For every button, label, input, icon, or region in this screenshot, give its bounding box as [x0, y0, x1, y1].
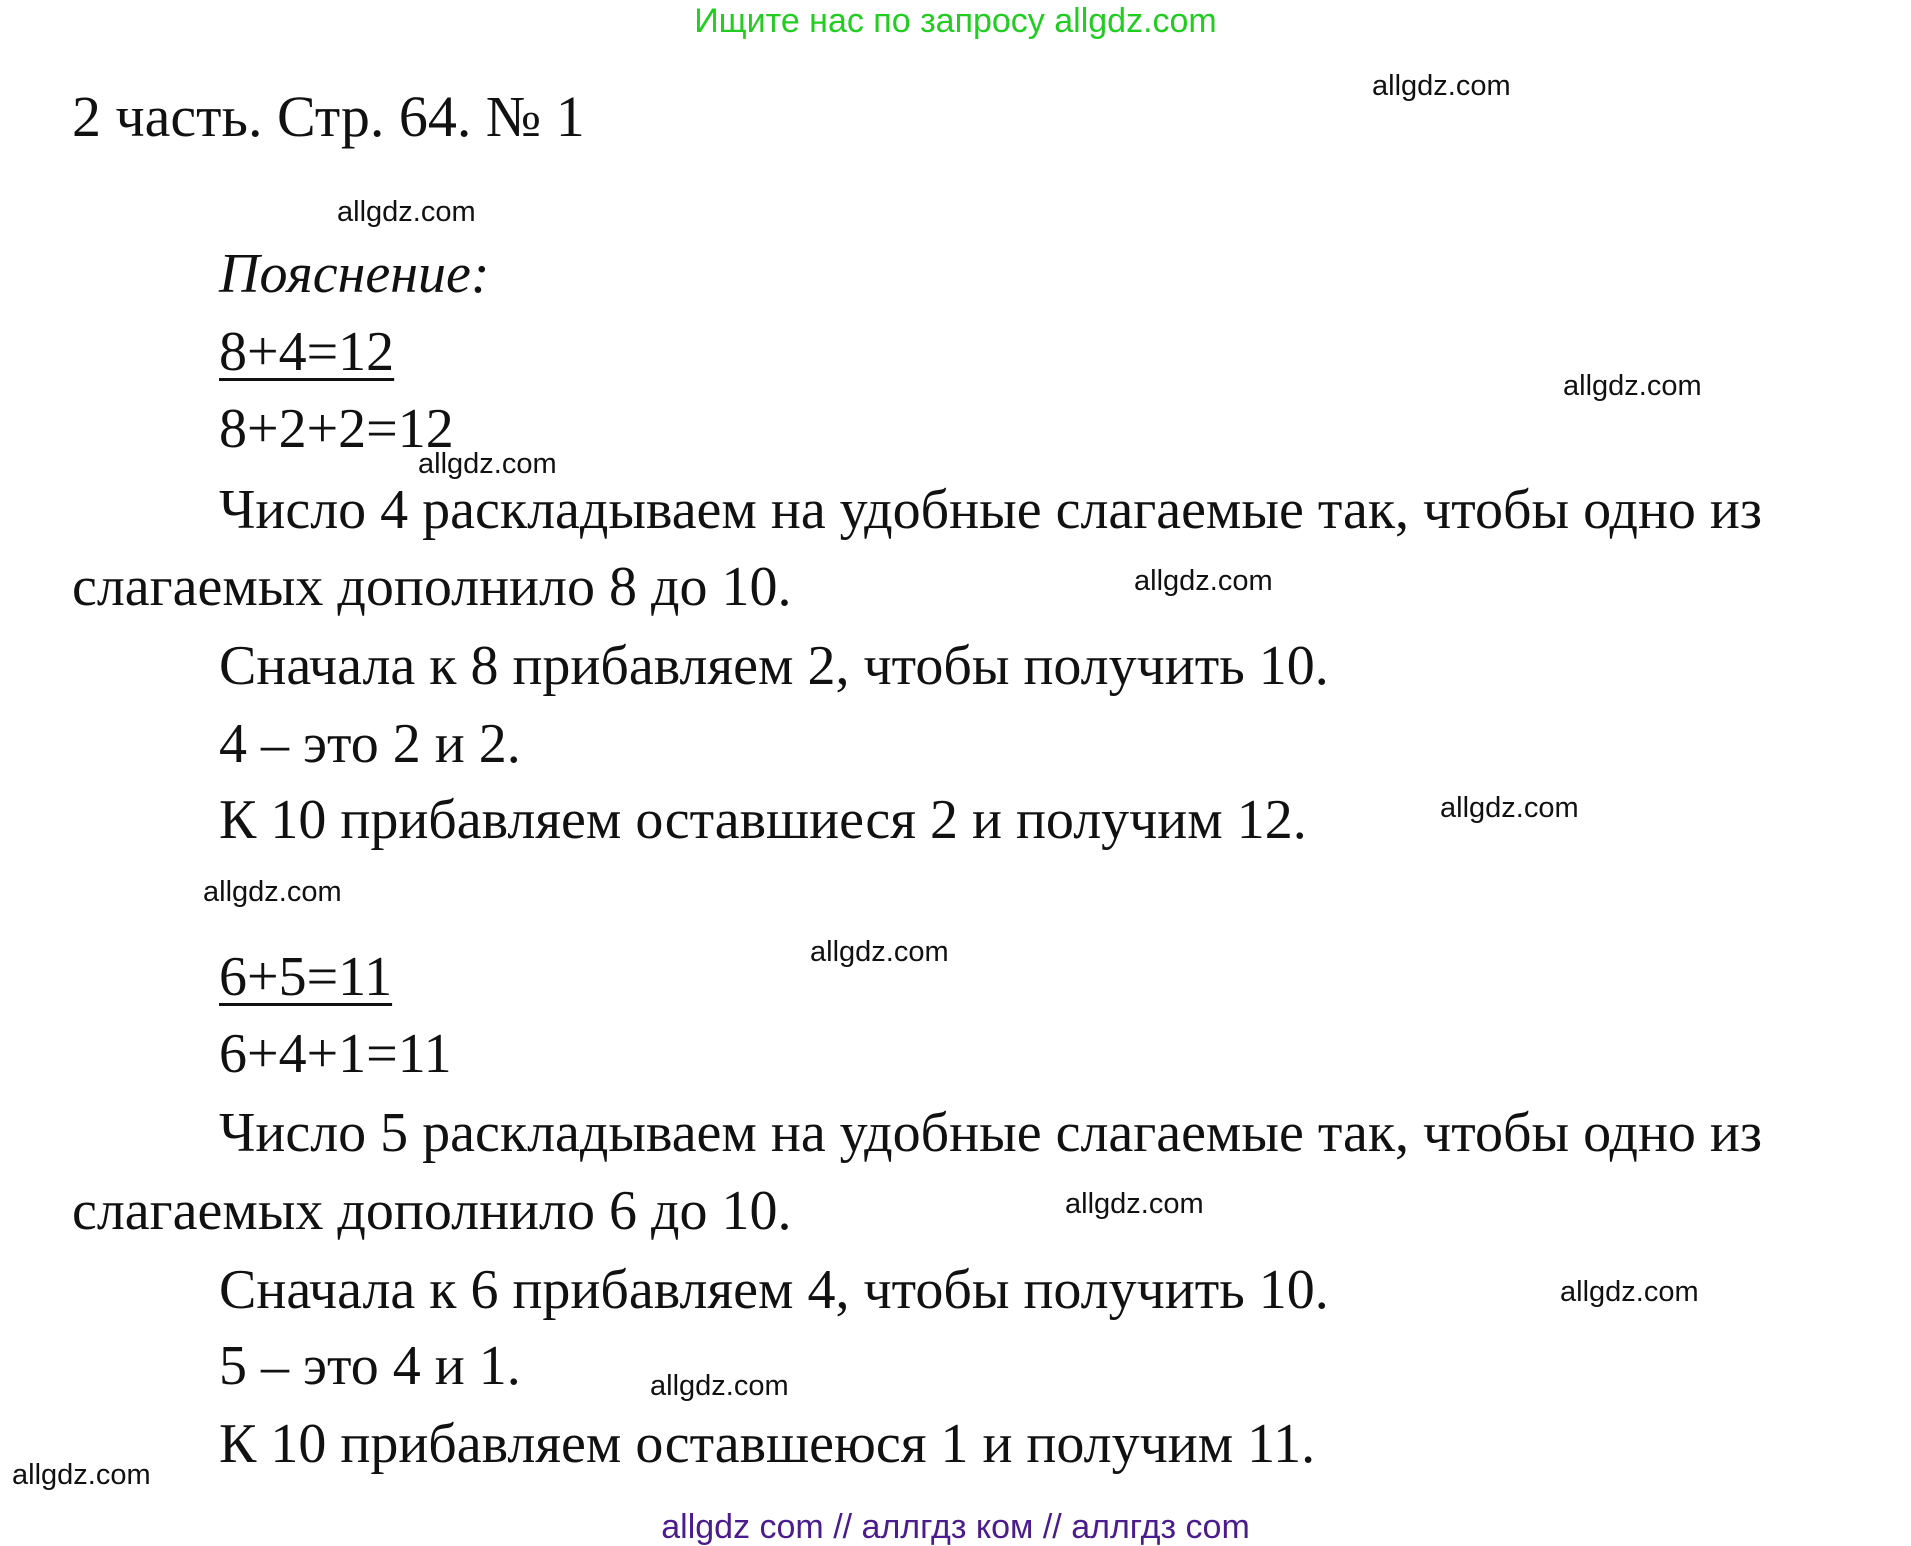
- watermark: allgdz.com: [1065, 1188, 1204, 1220]
- decomposition-1: 8+2+2=12: [219, 398, 454, 460]
- watermark: allgdz.com: [12, 1459, 151, 1491]
- explanation-2-line-5: К 10 прибавляем оставшеюся 1 и получим 11.: [219, 1413, 1316, 1475]
- explanation-1-line-2: слагаемых дополнило 8 до 10.: [72, 556, 792, 618]
- equation-1: 8+4=12: [219, 321, 395, 383]
- explanation-2-line-2: слагаемых дополнило 6 до 10.: [72, 1180, 792, 1242]
- watermark: allgdz.com: [1440, 792, 1579, 824]
- watermark: allgdz.com: [1560, 1276, 1699, 1308]
- watermark: allgdz.com: [810, 936, 949, 968]
- page-title: 2 часть. Стр. 64. № 1: [72, 84, 585, 149]
- watermark: allgdz.com: [1372, 70, 1511, 102]
- watermark: allgdz.com: [337, 196, 476, 228]
- watermark: allgdz.com: [1563, 370, 1702, 402]
- equation-2: 6+5=11: [219, 946, 393, 1008]
- explanation-2-line-4: 5 – это 4 и 1.: [219, 1335, 521, 1397]
- watermark: allgdz.com: [1134, 565, 1273, 597]
- explanation-label: Пояснение:: [219, 243, 490, 305]
- explanation-1-line-3: Сначала к 8 прибавляем 2, чтобы получить 10.: [219, 635, 1329, 697]
- footer-watermark: allgdz com // аллгдз ком // аллгдз com: [661, 1508, 1250, 1546]
- search-banner: Ищите нас по запросу allgdz.com: [694, 2, 1217, 40]
- explanation-1-line-1: Число 4 раскладываем на удобные слагаемые так, чтобы одно из: [219, 479, 1763, 541]
- explanation-2-line-3: Сначала к 6 прибавляем 4, чтобы получить 10.: [219, 1259, 1329, 1321]
- explanation-1-line-4: 4 – это 2 и 2.: [219, 713, 521, 775]
- watermark: allgdz.com: [418, 448, 557, 480]
- watermark: allgdz.com: [203, 876, 342, 908]
- decomposition-2: 6+4+1=11: [219, 1023, 452, 1085]
- explanation-2-line-1: Число 5 раскладываем на удобные слагаемые так, чтобы одно из: [219, 1102, 1763, 1164]
- watermark: allgdz.com: [650, 1370, 789, 1402]
- explanation-1-line-5: К 10 прибавляем оставшиеся 2 и получим 12.: [219, 789, 1307, 851]
